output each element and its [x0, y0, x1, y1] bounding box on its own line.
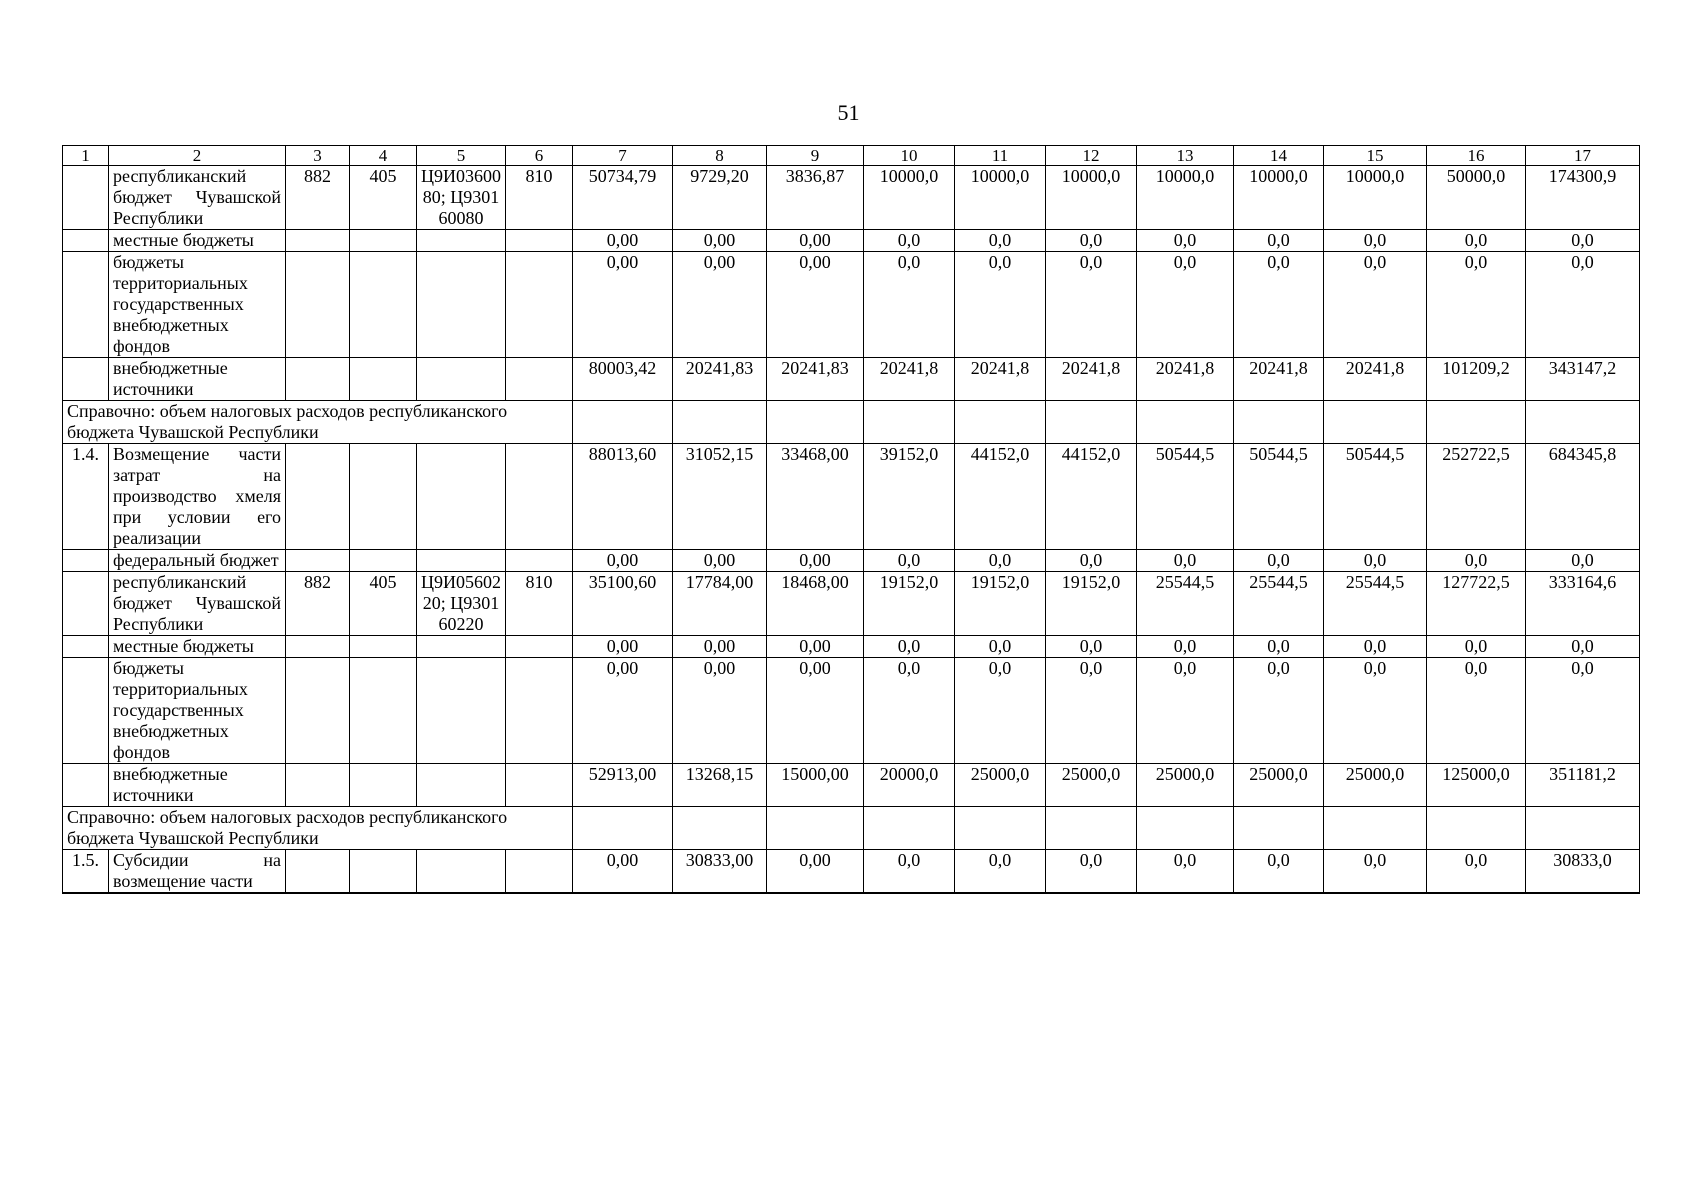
value-cell: 0,0	[1137, 252, 1234, 358]
value-cell: 44152,0	[955, 444, 1046, 550]
value-cell: 0,00	[673, 550, 767, 572]
value-cell: 0,0	[1427, 230, 1526, 252]
row-number	[63, 550, 109, 572]
empty-cell	[673, 401, 767, 444]
value-cell: 19152,0	[1046, 572, 1137, 636]
target-article-code	[417, 550, 506, 572]
empty-cell	[864, 401, 955, 444]
section-code: 405	[350, 166, 417, 230]
row-name: внебюджетные источники	[109, 358, 286, 401]
row-number: 1.5.	[63, 850, 109, 894]
ministry-code	[286, 636, 350, 658]
value-cell: 0,00	[673, 252, 767, 358]
section-code	[350, 658, 417, 764]
table-row	[63, 252, 1640, 358]
value-cell: 20241,8	[1046, 358, 1137, 401]
value-cell: 0,0	[1324, 636, 1427, 658]
value-cell: 0,0	[1526, 658, 1640, 764]
column-number: 10	[864, 146, 955, 166]
value-cell: 19152,0	[955, 572, 1046, 636]
table-row	[63, 572, 1640, 636]
value-cell: 684345,8	[1526, 444, 1640, 550]
section-code	[350, 444, 417, 550]
value-cell: 0,00	[573, 658, 673, 764]
value-cell: 50734,79	[573, 166, 673, 230]
value-cell: 20241,8	[1234, 358, 1324, 401]
value-cell: 0,0	[955, 636, 1046, 658]
empty-cell	[1427, 401, 1526, 444]
column-number: 8	[673, 146, 767, 166]
column-number: 13	[1137, 146, 1234, 166]
value-cell: 333164,6	[1526, 572, 1640, 636]
table-row	[63, 636, 1640, 658]
ministry-code	[286, 658, 350, 764]
target-article-code: Ц9И0360080; Ц930160080	[417, 166, 506, 230]
row-name: Возмещение части затрат на производство хмеля при условии его реализации	[109, 444, 286, 550]
value-cell: 0,0	[1234, 550, 1324, 572]
empty-cell	[1234, 401, 1324, 444]
value-cell: 25544,5	[1234, 572, 1324, 636]
value-cell: 0,0	[1137, 230, 1234, 252]
column-number: 6	[506, 146, 573, 166]
section-code	[350, 252, 417, 358]
value-cell: 0,0	[1324, 252, 1427, 358]
value-cell: 0,0	[955, 230, 1046, 252]
expense-type-code	[506, 230, 573, 252]
value-cell: 50544,5	[1324, 444, 1427, 550]
row-name: республиканский бюджет Чувашской Республики	[109, 572, 286, 636]
reference-row	[63, 807, 1640, 850]
value-cell: 0,0	[1234, 658, 1324, 764]
value-cell: 25000,0	[1137, 764, 1234, 807]
section-code	[350, 550, 417, 572]
value-cell: 0,0	[1234, 636, 1324, 658]
value-cell: 0,0	[1526, 230, 1640, 252]
value-cell: 0,0	[1137, 550, 1234, 572]
value-cell: 25000,0	[1324, 764, 1427, 807]
table-row	[63, 658, 1640, 764]
table-row	[63, 850, 1640, 894]
table-row	[63, 358, 1640, 401]
empty-cell	[955, 807, 1046, 850]
empty-cell	[573, 807, 673, 850]
value-cell: 35100,60	[573, 572, 673, 636]
value-cell: 0,0	[955, 550, 1046, 572]
value-cell: 343147,2	[1526, 358, 1640, 401]
row-number	[63, 636, 109, 658]
column-number: 14	[1234, 146, 1324, 166]
value-cell: 44152,0	[1046, 444, 1137, 550]
expense-type-code	[506, 764, 573, 807]
value-cell: 0,00	[767, 636, 864, 658]
value-cell: 252722,5	[1427, 444, 1526, 550]
value-cell: 0,00	[767, 850, 864, 894]
value-cell: 0,0	[1234, 850, 1324, 894]
ministry-code	[286, 444, 350, 550]
value-cell: 0,0	[1324, 658, 1427, 764]
value-cell: 10000,0	[1234, 166, 1324, 230]
value-cell: 0,0	[1324, 230, 1427, 252]
value-cell: 0,00	[767, 550, 864, 572]
value-cell: 25000,0	[1234, 764, 1324, 807]
value-cell: 0,0	[1324, 850, 1427, 894]
value-cell: 39152,0	[864, 444, 955, 550]
value-cell: 0,0	[1427, 850, 1526, 894]
value-cell: 10000,0	[1137, 166, 1234, 230]
row-name: местные бюджеты	[109, 636, 286, 658]
value-cell: 174300,9	[1526, 166, 1640, 230]
value-cell: 88013,60	[573, 444, 673, 550]
column-number: 9	[767, 146, 864, 166]
column-number: 3	[286, 146, 350, 166]
value-cell: 0,0	[1427, 658, 1526, 764]
row-name: внебюджетные источники	[109, 764, 286, 807]
row-number	[63, 658, 109, 764]
table-row	[63, 550, 1640, 572]
value-cell: 0,0	[1046, 550, 1137, 572]
column-number: 4	[350, 146, 417, 166]
empty-cell	[573, 401, 673, 444]
value-cell: 0,0	[1427, 636, 1526, 658]
empty-cell	[1046, 807, 1137, 850]
value-cell: 20241,8	[1324, 358, 1427, 401]
column-number: 11	[955, 146, 1046, 166]
row-name: Субсидии на возмещение части	[109, 850, 286, 894]
value-cell: 15000,00	[767, 764, 864, 807]
target-article-code	[417, 358, 506, 401]
value-cell: 127722,5	[1427, 572, 1526, 636]
value-cell: 0,00	[673, 658, 767, 764]
ministry-code	[286, 230, 350, 252]
value-cell: 0,00	[767, 658, 864, 764]
expense-type-code	[506, 252, 573, 358]
value-cell: 0,0	[1137, 658, 1234, 764]
section-code: 405	[350, 572, 417, 636]
table-row	[63, 764, 1640, 807]
column-number: 7	[573, 146, 673, 166]
empty-cell	[1046, 401, 1137, 444]
value-cell: 9729,20	[673, 166, 767, 230]
section-code	[350, 764, 417, 807]
value-cell: 20241,8	[1137, 358, 1234, 401]
ministry-code	[286, 764, 350, 807]
page-number: 51	[837, 100, 860, 125]
value-cell: 0,00	[767, 230, 864, 252]
value-cell: 0,0	[864, 230, 955, 252]
row-name: бюджеты территориальных государственных внебюджетных фондов	[109, 658, 286, 764]
value-cell: 10000,0	[955, 166, 1046, 230]
row-name: федеральный бюджет	[109, 550, 286, 572]
empty-cell	[1234, 807, 1324, 850]
expense-type-code	[506, 358, 573, 401]
ministry-code: 882	[286, 166, 350, 230]
value-cell: 0,0	[955, 252, 1046, 358]
section-code	[350, 358, 417, 401]
reference-note: Справочно: объем налоговых расходов республиканского бюджета Чувашской Республики	[63, 807, 573, 850]
table-row	[63, 444, 1640, 550]
value-cell: 0,0	[1137, 850, 1234, 894]
value-cell: 0,0	[1526, 636, 1640, 658]
value-cell: 0,00	[573, 636, 673, 658]
row-number	[63, 572, 109, 636]
target-article-code	[417, 230, 506, 252]
value-cell: 0,0	[864, 550, 955, 572]
column-number: 2	[109, 146, 286, 166]
value-cell: 0,0	[1427, 550, 1526, 572]
empty-cell	[1137, 807, 1234, 850]
row-name: местные бюджеты	[109, 230, 286, 252]
expense-type-code	[506, 658, 573, 764]
ministry-code	[286, 252, 350, 358]
value-cell: 0,0	[1526, 252, 1640, 358]
value-cell: 20241,8	[955, 358, 1046, 401]
value-cell: 19152,0	[864, 572, 955, 636]
expense-type-code: 810	[506, 166, 573, 230]
value-cell: 0,0	[864, 636, 955, 658]
value-cell: 30833,0	[1526, 850, 1640, 894]
value-cell: 50000,0	[1427, 166, 1526, 230]
value-cell: 18468,00	[767, 572, 864, 636]
ministry-code	[286, 358, 350, 401]
target-article-code	[417, 658, 506, 764]
value-cell: 0,0	[1046, 252, 1137, 358]
column-number: 12	[1046, 146, 1137, 166]
value-cell: 0,0	[1234, 252, 1324, 358]
value-cell: 0,0	[864, 252, 955, 358]
empty-cell	[767, 807, 864, 850]
target-article-code	[417, 252, 506, 358]
value-cell: 25000,0	[955, 764, 1046, 807]
value-cell: 33468,00	[767, 444, 864, 550]
value-cell: 0,0	[864, 658, 955, 764]
value-cell: 101209,2	[1427, 358, 1526, 401]
target-article-code	[417, 850, 506, 894]
value-cell: 50544,5	[1137, 444, 1234, 550]
target-article-code	[417, 444, 506, 550]
row-name: республиканский бюджет Чувашской Республики	[109, 166, 286, 230]
value-cell: 0,00	[573, 252, 673, 358]
target-article-code	[417, 764, 506, 807]
value-cell: 0,00	[573, 550, 673, 572]
value-cell: 0,0	[864, 850, 955, 894]
value-cell: 10000,0	[1324, 166, 1427, 230]
value-cell: 52913,00	[573, 764, 673, 807]
empty-cell	[1137, 401, 1234, 444]
value-cell: 0,00	[573, 850, 673, 894]
value-cell: 125000,0	[1427, 764, 1526, 807]
value-cell: 0,0	[1427, 252, 1526, 358]
value-cell: 20241,83	[767, 358, 864, 401]
empty-cell	[673, 807, 767, 850]
empty-cell	[1526, 401, 1640, 444]
empty-cell	[1427, 807, 1526, 850]
value-cell: 30833,00	[673, 850, 767, 894]
target-article-code	[417, 636, 506, 658]
value-cell: 0,0	[1046, 850, 1137, 894]
expense-type-code	[506, 636, 573, 658]
ministry-code	[286, 850, 350, 894]
value-cell: 3836,87	[767, 166, 864, 230]
value-cell: 20000,0	[864, 764, 955, 807]
table-row	[63, 230, 1640, 252]
section-code	[350, 636, 417, 658]
section-code	[350, 230, 417, 252]
value-cell: 0,0	[1046, 636, 1137, 658]
value-cell: 20241,8	[864, 358, 955, 401]
value-cell: 0,0	[1526, 550, 1640, 572]
expense-type-code	[506, 550, 573, 572]
row-number	[63, 252, 109, 358]
value-cell: 17784,00	[673, 572, 767, 636]
row-number	[63, 764, 109, 807]
column-number: 17	[1526, 146, 1640, 166]
row-number	[63, 358, 109, 401]
empty-cell	[767, 401, 864, 444]
value-cell: 31052,15	[673, 444, 767, 550]
reference-note: Справочно: объем налоговых расходов республиканского бюджета Чувашской Республики	[63, 401, 573, 444]
row-number: 1.4.	[63, 444, 109, 550]
empty-cell	[955, 401, 1046, 444]
value-cell: 0,0	[955, 850, 1046, 894]
row-number	[63, 230, 109, 252]
reference-row	[63, 401, 1640, 444]
column-number: 16	[1427, 146, 1526, 166]
value-cell: 20241,83	[673, 358, 767, 401]
expense-type-code	[506, 850, 573, 894]
value-cell: 0,0	[1046, 230, 1137, 252]
row-name: бюджеты территориальных государственных внебюджетных фондов	[109, 252, 286, 358]
empty-cell	[864, 807, 955, 850]
value-cell: 10000,0	[864, 166, 955, 230]
value-cell: 25544,5	[1324, 572, 1427, 636]
value-cell: 0,00	[573, 230, 673, 252]
column-number: 5	[417, 146, 506, 166]
ministry-code: 882	[286, 572, 350, 636]
column-number: 15	[1324, 146, 1427, 166]
value-cell: 0,0	[955, 658, 1046, 764]
expense-type-code: 810	[506, 572, 573, 636]
expense-type-code	[506, 444, 573, 550]
empty-cell	[1324, 401, 1427, 444]
value-cell: 0,0	[1137, 636, 1234, 658]
value-cell: 25000,0	[1046, 764, 1137, 807]
target-article-code: Ц9И0560220; Ц930160220	[417, 572, 506, 636]
value-cell: 351181,2	[1526, 764, 1640, 807]
budget-table	[62, 145, 1640, 894]
empty-cell	[1324, 807, 1427, 850]
column-number-row	[63, 146, 1640, 166]
value-cell: 0,00	[673, 230, 767, 252]
value-cell: 13268,15	[673, 764, 767, 807]
value-cell: 25544,5	[1137, 572, 1234, 636]
empty-cell	[1526, 807, 1640, 850]
value-cell: 0,00	[673, 636, 767, 658]
value-cell: 10000,0	[1046, 166, 1137, 230]
value-cell: 0,00	[767, 252, 864, 358]
section-code	[350, 850, 417, 894]
value-cell: 0,0	[1324, 550, 1427, 572]
row-number	[63, 166, 109, 230]
value-cell: 0,0	[1046, 658, 1137, 764]
value-cell: 50544,5	[1234, 444, 1324, 550]
ministry-code	[286, 550, 350, 572]
value-cell: 0,0	[1234, 230, 1324, 252]
value-cell: 80003,42	[573, 358, 673, 401]
column-number: 1	[63, 146, 109, 166]
table-row	[63, 166, 1640, 230]
